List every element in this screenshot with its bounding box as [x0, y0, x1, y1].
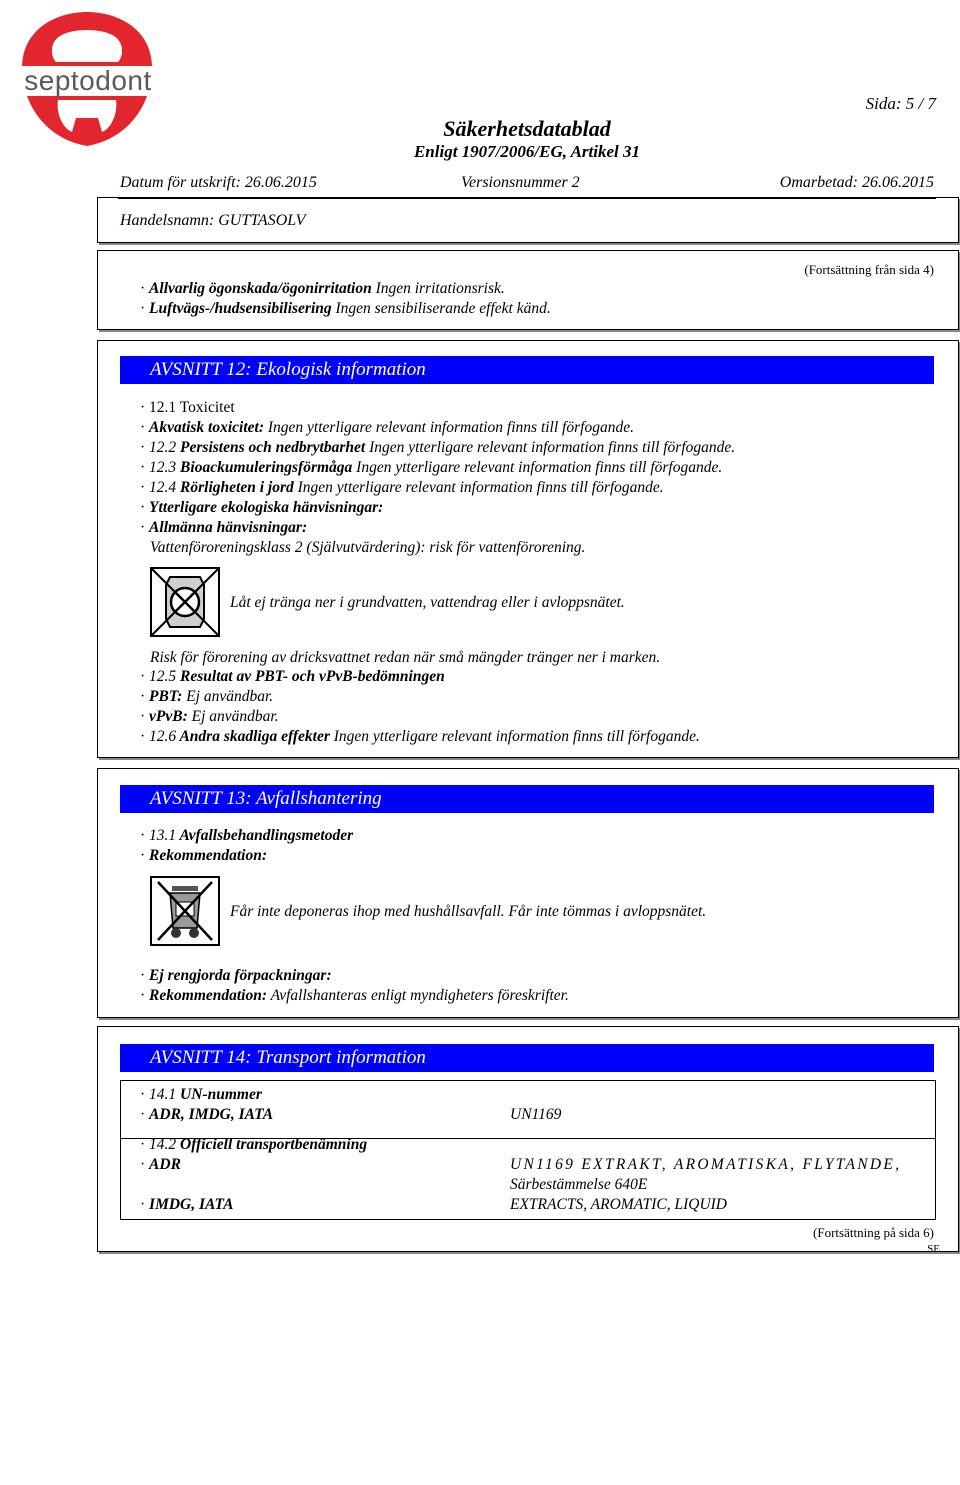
document-subtitle: Enligt 1907/2006/EG, Artikel 31 — [413, 142, 641, 161]
logo-text: septodont — [24, 65, 152, 96]
water-hazard-class-line: Vattenföroreningsklass 2 (Självutvärdering): risk för vattenförorening. — [150, 539, 586, 556]
crossed-bin-icon — [150, 876, 220, 946]
imdg-iata-value: EXTRACTS, AROMATIC, LIQUID — [510, 1196, 727, 1213]
eye-irritation-line: · Allvarlig ögonskada/ögonirritation Ingen irritationsrisk. — [140, 280, 505, 297]
print-date: Datum för utskrift: 26.06.2015 — [120, 174, 317, 191]
adr-label: · ADR — [140, 1156, 181, 1173]
pbt-assessment-line: · 12.5 Resultat av PBT- och vPvB-bedömningen — [140, 668, 445, 685]
pbt-line: · PBT: Ej användbar. — [140, 688, 274, 705]
further-ecological-line: · Ytterligare ekologiska hänvisningar: — [140, 499, 384, 516]
general-notes-line: · Allmänna hänvisningar: — [140, 519, 308, 536]
groundwater-warning: Låt ej tränga ner i grundvatten, vattendrag eller i avloppsnätet. — [230, 594, 625, 611]
aquatic-toxicity-line: · Akvatisk toxicitet: Ingen ytterligare relevant information finns till förfogande. — [140, 419, 634, 436]
trade-name: Handelsnamn: GUTTASOLV — [120, 212, 306, 229]
language-code: SE — [927, 1243, 940, 1255]
version-number: Versionsnummer 2 — [461, 174, 580, 191]
shipping-name-heading: · 14.2 Officiell transportbenämning — [140, 1136, 368, 1153]
soil-mobility-line: · 12.4 Rörligheten i jord Ingen ytterligare relevant information finns till förfogande. — [140, 479, 664, 496]
environment-hazard-icon — [150, 567, 220, 637]
persistence-line: · 12.2 Persistens och nedbrytbarhet Ingen ytterligare relevant information finns till förfogande. — [140, 439, 736, 456]
section-12-heading: AVSNITT 12: Ekologisk information — [120, 356, 934, 384]
continued-to: (Fortsättning på sida 6) — [813, 1225, 934, 1240]
other-effects-line: · 12.6 Andra skadliga effekter Ingen ytterligare relevant information finns till förfogande. — [140, 728, 700, 745]
disposal-warning: Får inte deponeras ihop med hushållsavfall. Får inte tömmas i avloppsnätet. — [230, 903, 707, 920]
document-title: Säkerhetsdatablad — [443, 116, 611, 141]
adr-value: UN1169 EXTRAKT, AROMATISKA, FLYTANDE, — [510, 1156, 902, 1173]
adr-special-provision: Särbestämmelse 640E — [510, 1176, 648, 1193]
packaging-recommendation-line: · Rekommendation: Avfallshanteras enligt myndigheters föreskrifter. — [140, 987, 569, 1004]
continued-from: (Fortsättning från sida 4) — [804, 262, 934, 277]
drinking-water-risk-line: Risk för förorening av dricksvattnet redan när små mängder tränger ner i marken. — [150, 649, 661, 666]
vpvb-line: · vPvB: Ej användbar. — [140, 708, 279, 725]
un-number-heading: · 14.1 UN-nummer — [140, 1086, 262, 1103]
section-14-heading: AVSNITT 14: Transport information — [120, 1044, 934, 1072]
page-number: Sida: 5 / 7 — [865, 94, 936, 113]
section-13-heading: AVSNITT 13: Avfallshantering — [120, 785, 934, 813]
packaging-heading: · Ej rengjorda förpackningar: — [140, 967, 332, 984]
sensitisation-line: · Luftvägs-/hudsensibilisering Ingen sensibiliserande effekt känd. — [140, 300, 551, 317]
recommendation-heading: · Rekommendation: — [140, 847, 268, 864]
un-number-value: UN1169 — [510, 1106, 562, 1123]
imdg-iata-label: · IMDG, IATA — [140, 1196, 234, 1213]
revision-date: Omarbetad: 26.06.2015 — [779, 174, 934, 191]
bioaccumulation-line: · 12.3 Bioackumuleringsförmåga Ingen ytterligare relevant information finns till förfogande. — [140, 459, 723, 476]
toxicity-line: · 12.1 Toxicitet — [140, 399, 235, 416]
waste-treatment-line: · 13.1 Avfallsbehandlingsmetoder — [140, 827, 354, 844]
un-number-row-label: · ADR, IMDG, IATA — [140, 1106, 274, 1123]
